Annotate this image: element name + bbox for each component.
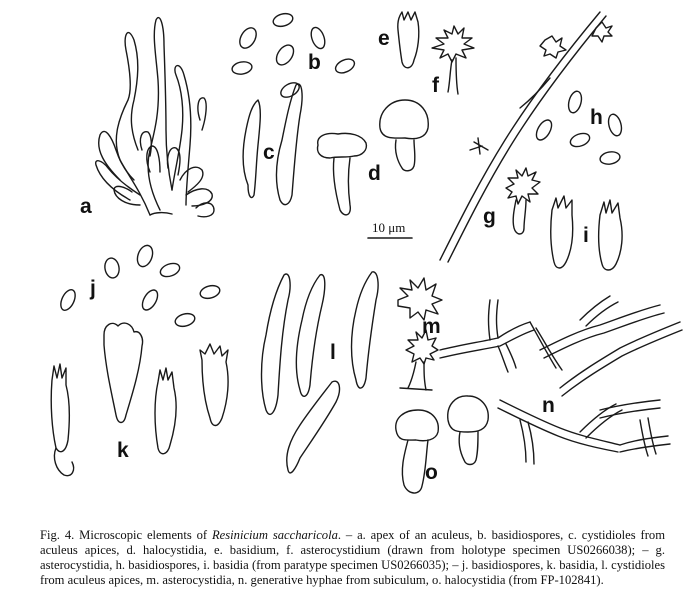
drawing-h-basidiospores — [533, 90, 623, 166]
panel-label-e: e — [378, 27, 390, 50]
panel-label-b: b — [308, 51, 321, 74]
panel-label-d: d — [368, 162, 381, 185]
drawing-g-asterocystidia — [506, 168, 540, 234]
scale-bar-label: 10 μm — [372, 220, 406, 235]
panel-label-i: i — [583, 224, 589, 247]
drawing-b-basidiospores — [231, 12, 356, 101]
drawing-k-basidia — [51, 323, 228, 476]
caption-species-name: Resinicium saccharicola — [211, 527, 338, 542]
panel-label-g: g — [483, 205, 496, 228]
caption-prefix: Fig. 4. Microscopic elements of — [40, 527, 212, 542]
drawing-n-generative-hyphae — [440, 296, 682, 464]
drawing-o-halocystidia — [396, 396, 489, 493]
panel-label-k: k — [117, 439, 129, 462]
drawing-e-basidium — [398, 12, 419, 68]
panel-label-o: o — [425, 461, 438, 484]
figure-caption — [40, 528, 665, 588]
drawing-l-cystidioles — [262, 272, 379, 473]
caption-body: . – a. apex of an aculeus, b. basidiospores, c. cystidioles from aculeus apices, d. halocystidia, e. basidium, f. asterocystidium (drawn from holotype specimen US0266038); – g. asterocystidia, h. basidiospores, i. basidia (from paratype specimen US0266035); – j. basidiospores, k. basidia, l. cystidioles from aculeus apices, m. asterocystidia, n. generative hyphae from subiculum, o. halocystidia (from FP-102841). — [40, 527, 665, 587]
panel-label-j: j — [90, 277, 96, 300]
panel-label-c: c — [263, 141, 275, 164]
panel-label-f: f — [432, 74, 439, 97]
panel-label-a: a — [80, 195, 92, 218]
panel-label-h: h — [590, 106, 603, 129]
drawing-d-halocystidia — [318, 100, 429, 215]
panel-label-l: l — [330, 341, 336, 364]
panel-label-n: n — [542, 394, 555, 417]
panel-label-m: m — [422, 315, 441, 338]
drawing-a-aculeus-apex — [96, 18, 214, 217]
drawing-j-basidiospores — [58, 243, 221, 328]
